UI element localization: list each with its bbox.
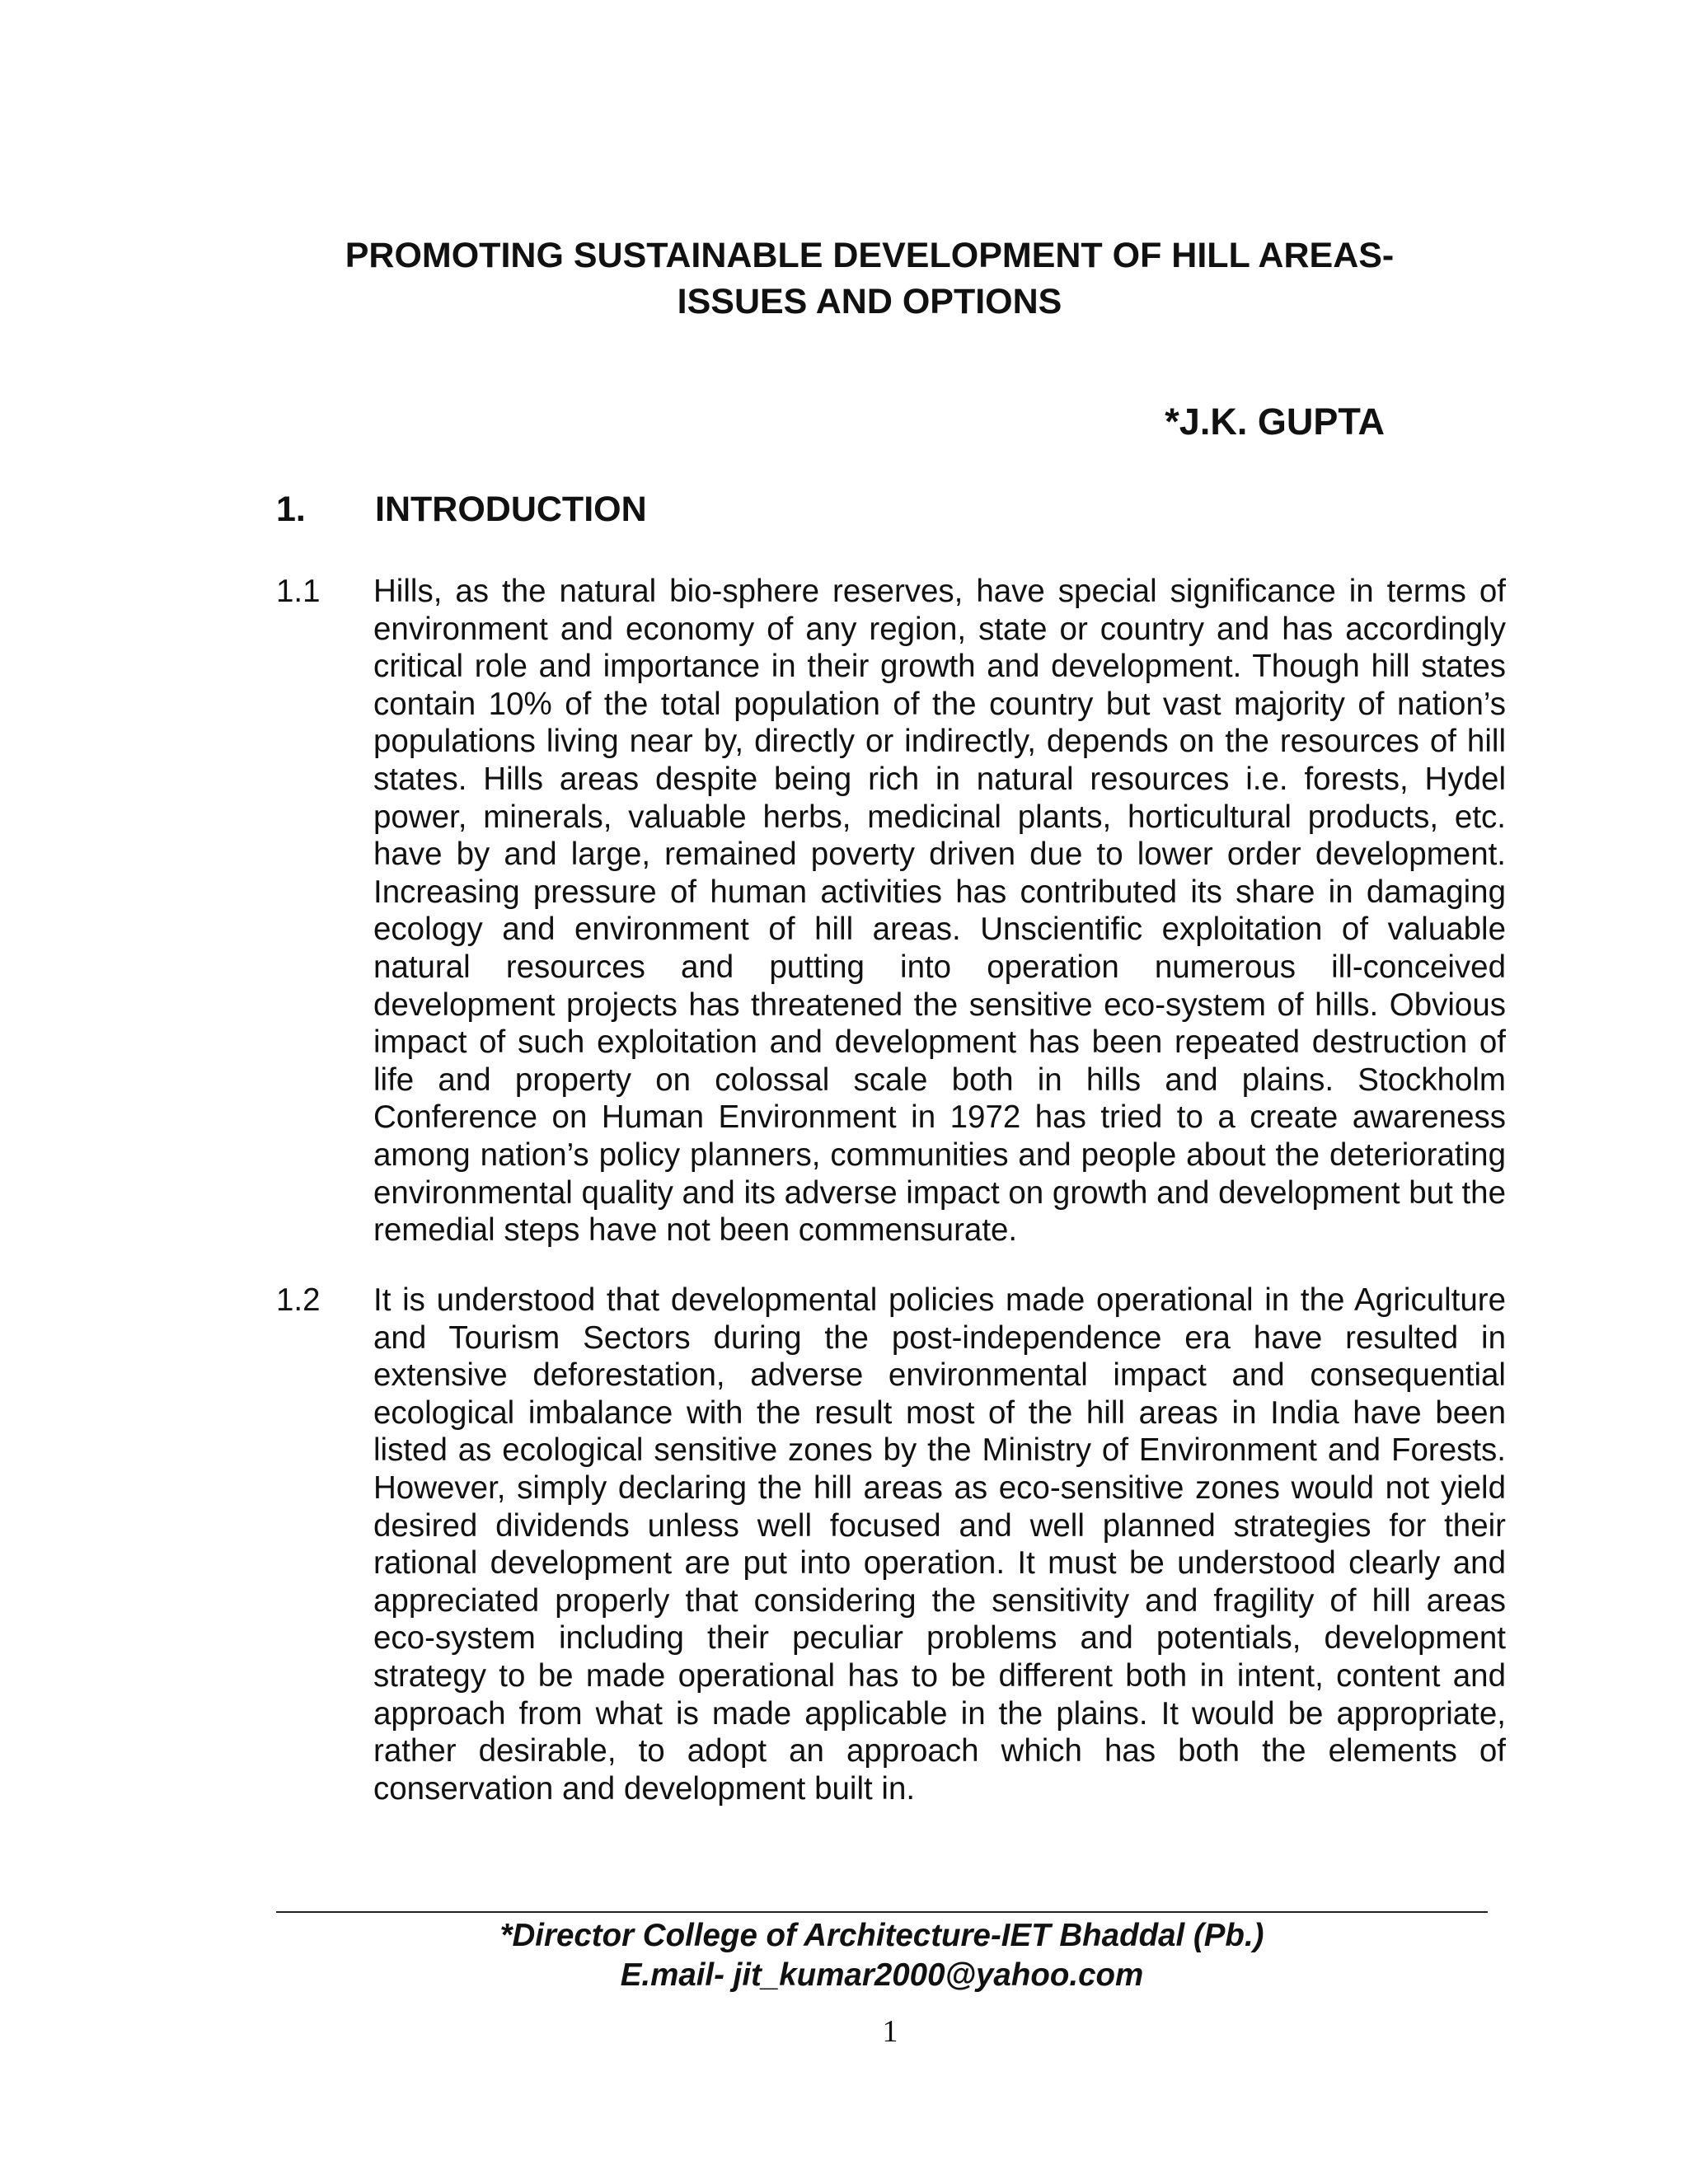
section-title: INTRODUCTION bbox=[375, 490, 647, 529]
footnote-divider bbox=[276, 1911, 1488, 1913]
footnote bbox=[276, 1916, 1488, 1995]
paragraph-text: Hills, as the natural bio-sphere reserves, have special significance in terms of environment and economy of any region, state or country and has accordingly critical role and importance in their growth and development. Though hill states contain 10% of the total population of the country but vast majority of nation’s populations living near by, directly or indirectly, depends on the resources of hill states. Hills areas despite being rich in natural resources i.e. forests, Hydel power, minerals, valuable herbs, medicinal plants, horticultural products, etc. have by and large, remained poverty driven due to lower order development. Increasing pressure of human activities has contributed its share in damaging ecology and environment of hill areas. Unscientific exploitation of valuable natural resources and putting into operation numerous ill-conceived development projects has threatened the sensitive eco-system of hills. Obvious impact of such exploitation and development has been repeated destruction of life and property on colossal scale both in hills and plains. Stockholm Conference on Human Environment in 1972 has tried to a create awareness among nation’s policy planners, communities and people about the deteriorating environmental quality and its adverse impact on growth and development but the remedial steps have not been commensurate. bbox=[373, 574, 1506, 1249]
document-title bbox=[272, 232, 1467, 325]
section-number: 1. bbox=[276, 490, 306, 529]
author-name: *J.K. GUPTA bbox=[1165, 401, 1385, 443]
paragraph-1-2 bbox=[276, 1282, 1506, 1807]
title-line-2: ISSUES AND OPTIONS bbox=[677, 282, 1062, 321]
paragraph-1-1 bbox=[276, 573, 1506, 1249]
paragraph-number: 1.1 bbox=[276, 574, 321, 609]
footnote-email: E.mail- jit_kumar2000@yahoo.com bbox=[620, 1957, 1144, 1993]
paragraph-text: It is understood that developmental policies made operational in the Agriculture and Tourism Sectors during the post-independence era have resulted in extensive deforestation, adverse environmental impact and consequential ecological imbalance with the result most of the hill areas in India have been listed as ecological sensitive zones by the Ministry of Environment and Forests. However, simply declaring the hill areas as eco-sensitive zones would not yield desired dividends unless well focused and well planned strategies for their rational development are put into operation. It must be understood clearly and appreciated properly that considering the sensitivity and fragility of hill areas eco-system including their peculiar problems and potentials, development strategy to be made operational has to be different both in intent, content and approach from what is made applicable in the plains. It would be appropriate, rather desirable, to adopt an approach which has both the elements of conservation and development built in. bbox=[373, 1282, 1506, 1807]
section-heading bbox=[276, 486, 1100, 532]
title-line-1: PROMOTING SUSTAINABLE DEVELOPMENT OF HILL AREAS- bbox=[345, 236, 1395, 275]
paragraph-number: 1.2 bbox=[276, 1282, 321, 1318]
page-number: 1 bbox=[882, 2014, 898, 2049]
footnote-affiliation: *Director College of Architecture-IET Bhaddal (Pb.) bbox=[499, 1918, 1264, 1953]
